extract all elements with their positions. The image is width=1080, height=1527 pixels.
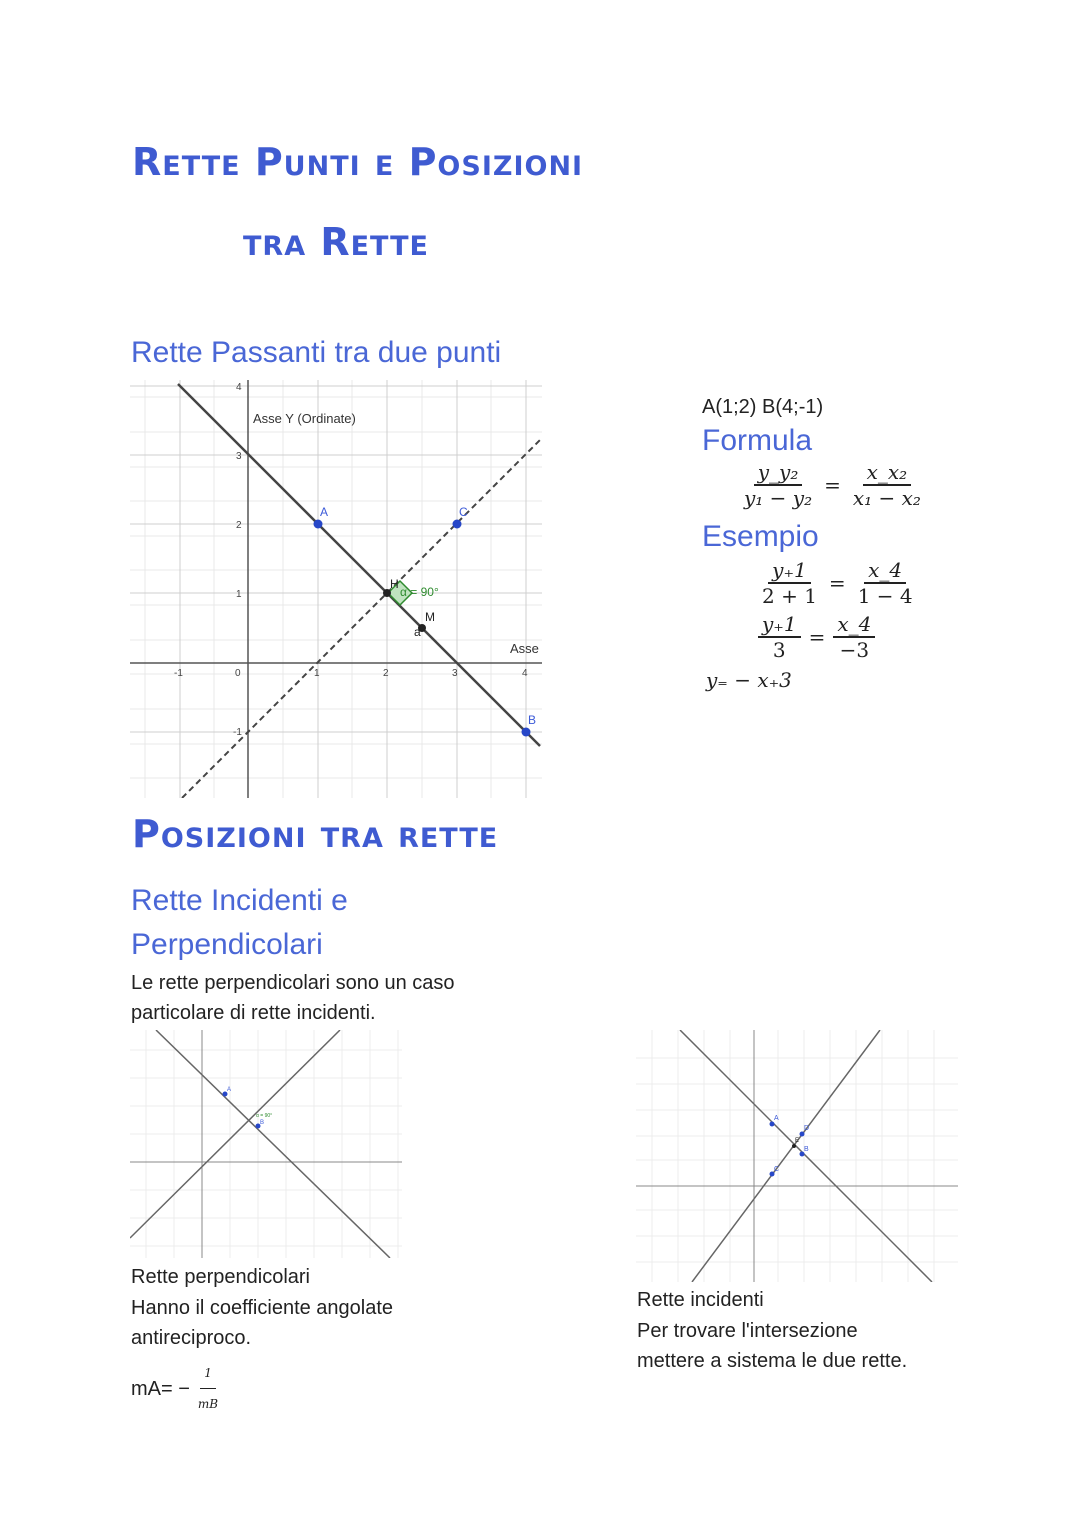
perp-caption-line2: antireciproco. <box>131 1327 252 1349</box>
main-line-graph <box>130 380 542 798</box>
formula-eq: = <box>824 473 841 497</box>
inc-point-a: A <box>774 1115 779 1122</box>
perp-point-a: A <box>227 1087 232 1093</box>
inc-caption-title: Rette incidenti <box>637 1289 764 1311</box>
perp-formula-den: mB <box>197 1397 219 1411</box>
formula-rhs-num: x_x₂ <box>863 460 912 486</box>
sub-heading-line2: Perpendicolari <box>131 928 323 961</box>
perp-formula <box>131 1358 222 1419</box>
perp-caption-title: Rette perpendicolari <box>131 1266 310 1288</box>
y-axis-label: Asse Y (Ordinate) <box>253 411 356 426</box>
inc-point-d: D <box>804 1125 810 1132</box>
example1-rhs-den: 1 − 4 <box>857 584 913 608</box>
inc-point-c: C <box>774 1166 780 1173</box>
svg-text:1: 1 <box>314 668 320 679</box>
inc-point-e: E <box>795 1138 800 1144</box>
point-c-label: C <box>459 505 468 519</box>
svg-text:2: 2 <box>236 520 242 531</box>
page-title-line1: Rette Punti e Posizioni <box>132 140 584 184</box>
example2-lhs-den: 3 <box>772 638 786 662</box>
svg-text:4: 4 <box>236 382 242 393</box>
line-formula <box>740 460 925 510</box>
svg-text:0: 0 <box>235 668 241 679</box>
points-coordinates: A(1;2) B(4;-1) <box>702 396 824 418</box>
description-line1: Le rette perpendicolari sono un caso <box>131 972 455 994</box>
line-a-label: a <box>414 625 421 639</box>
perp-angle: α = 90° <box>256 1113 273 1119</box>
formula-rhs-den: x₁ − x₂ <box>852 486 921 510</box>
perpendicular-lines-graph <box>130 1030 402 1258</box>
perp-point-b: B <box>260 1120 265 1126</box>
section-heading-rette-passanti: Rette Passanti tra due punti <box>131 336 502 369</box>
example2-eq: = <box>808 625 826 649</box>
perp-caption-line1: Hanno il coefficiente angolate <box>131 1297 394 1319</box>
svg-text:2: 2 <box>383 668 389 679</box>
description-line2: particolare di rette incidenti. <box>131 1002 376 1024</box>
angle-label: α = 90° <box>400 585 439 599</box>
example1-lhs-den: 2 + 1 <box>762 584 817 608</box>
svg-text:-1: -1 <box>233 727 242 738</box>
point-m-label: M <box>425 610 435 624</box>
inc-caption-line2: mettere a sistema le due rette. <box>637 1350 908 1372</box>
formula-lhs-den: y₁ − y₂ <box>744 486 813 510</box>
incident-lines-graph <box>636 1030 958 1282</box>
svg-text:-1: -1 <box>174 668 183 679</box>
point-h-label: H <box>390 577 399 591</box>
point-a-label: A <box>320 505 329 519</box>
perp-formula-lhs: mA= − <box>131 1377 190 1400</box>
example-result: y₌ − x₊3 <box>706 668 792 692</box>
example-step-1 <box>758 558 917 608</box>
svg-text:4: 4 <box>522 668 528 679</box>
example2-rhs-den: −3 <box>839 638 870 662</box>
svg-text:3: 3 <box>452 668 458 679</box>
svg-text:3: 3 <box>236 451 242 462</box>
svg-text:1: 1 <box>236 589 242 600</box>
inc-point-b: B <box>804 1146 809 1153</box>
formula-label: Formula <box>702 424 813 457</box>
example-step-2 <box>758 612 875 662</box>
example2-lhs-num: y₊1 <box>758 612 801 638</box>
inc-caption-line1: Per trovare l'intersezione <box>637 1320 858 1342</box>
sub-heading-line1: Rette Incidenti e <box>131 884 348 917</box>
perp-formula-num: 1 <box>200 1358 216 1389</box>
example-label: Esempio <box>702 520 819 553</box>
example1-rhs-num: x_4 <box>864 558 906 584</box>
example1-eq: = <box>828 571 846 595</box>
x-axis-label: Asse <box>510 641 539 656</box>
example2-rhs-num: x_4 <box>833 612 875 638</box>
page-title-line2: tra Rette <box>243 220 429 264</box>
section-heading-posizioni: Posizioni tra rette <box>132 812 499 856</box>
formula-lhs-num: y_y₂ <box>754 460 803 486</box>
example1-lhs-num: y₊1 <box>768 558 811 584</box>
point-b-label: B <box>528 713 537 727</box>
